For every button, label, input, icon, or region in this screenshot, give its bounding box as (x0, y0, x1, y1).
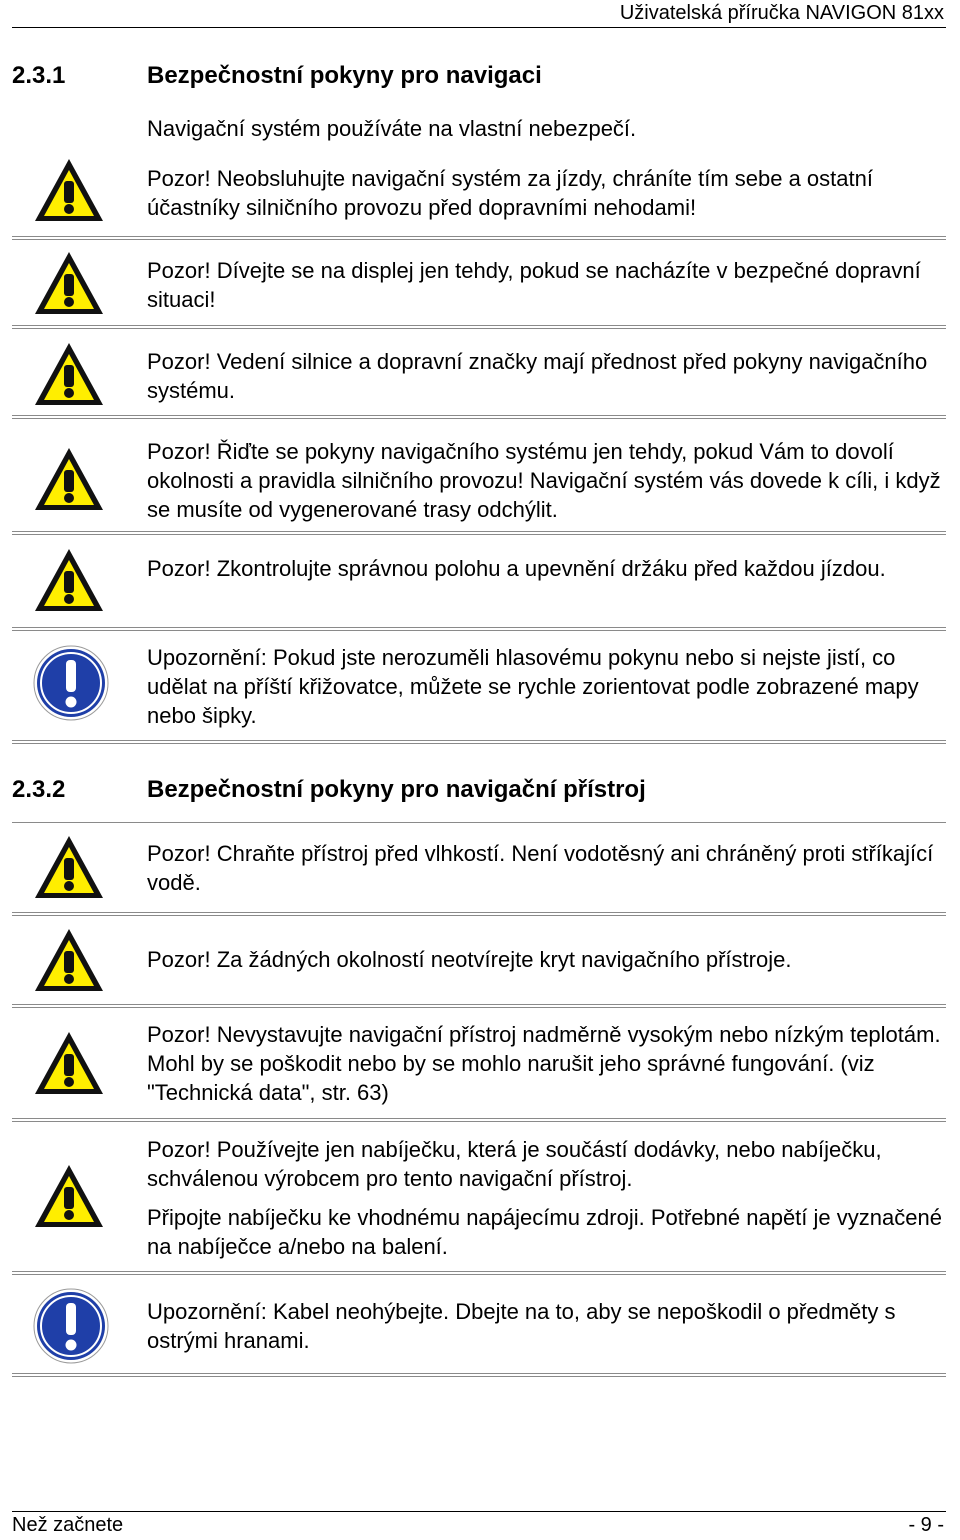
warning-triangle-icon (33, 927, 105, 993)
safety-item (147, 1135, 947, 1261)
item-text: Vedení silnice a dopravní značky mají přednost před pokyny navigačního systému. (147, 349, 928, 403)
item-lead: Pozor! (147, 439, 211, 464)
item-text: Nevystavujte navigační přístroj nadměrně vysokým nebo nízkým teplotám. Mohl by se poškodit nebo by se mohlo narušit jeho správné fungování. (viz "Technická data", str. 63) (147, 1022, 941, 1105)
header-rule (12, 27, 946, 28)
item-separator (12, 1271, 946, 1275)
footer-chapter: Než začnete (12, 1514, 124, 1536)
item-text: Za žádných okolností neotvírejte kryt navigačního přístroje. (210, 947, 792, 972)
item-separator (12, 1004, 946, 1008)
item-extra-text: Připojte nabíječku ke vhodnému napájecímu zdroji. Potřebné napětí je vyznačené na nabíječce a/nebo na balení. (147, 1205, 942, 1259)
note-text: Pokud jste nerozuměli hlasovému pokynu nebo si nejste jistí, co udělat na příští křižovatce, můžete se rychle zorientovat podle zobrazené mapy nebo šipky. (147, 645, 919, 728)
safety-item (147, 1020, 947, 1107)
section-rule (12, 822, 946, 823)
section-heading-2-3-2 (12, 776, 646, 804)
item-separator (12, 912, 946, 916)
info-exclamation-icon (33, 1288, 105, 1364)
item-text: Chraňte přístroj před vlhkostí. Není vodotěsný ani chráněný proti stříkající vodě. (147, 841, 934, 895)
safety-item (147, 554, 947, 583)
item-text: Řiďte se pokyny navigačního systému jen tehdy, pokud Vám to dovolí okolnosti a pravidla silničního provozu! Navigační systém vás dovede k cíli, i když se musíte od vygenerované trasy odchýlit. (147, 439, 941, 522)
footer-rule (12, 1511, 946, 1512)
item-lead: Pozor! (147, 947, 211, 972)
info-exclamation-icon (33, 645, 105, 721)
note-lead: Upozornění: (147, 645, 267, 670)
item-lead: Pozor! (147, 1137, 211, 1162)
warning-triangle-icon (33, 446, 105, 512)
item-separator (12, 325, 946, 329)
note-text: Kabel neohýbejte. Dbejte na to, aby se nepoškodil o předměty s ostrými hranami. (147, 1299, 896, 1353)
safety-note (147, 1297, 947, 1355)
warning-triangle-icon (33, 157, 105, 223)
warning-triangle-icon (33, 1163, 105, 1229)
section-title: Bezpečnostní pokyny pro navigační přístroj (147, 776, 646, 803)
intro-text: Navigační systém používáte na vlastní nebezpečí. (147, 116, 637, 141)
warning-triangle-icon (33, 250, 105, 316)
item-text: Používejte jen nabíječku, která je součástí dodávky, nebo nabíječku, schválenou výrobcem pro tento navigační přístroj. (147, 1137, 882, 1191)
item-text: Neobsluhujte navigační systém za jízdy, chráníte tím sebe a ostatní účastníky silničního provozu před dopravními nehodami! (147, 166, 873, 220)
safety-item (147, 437, 947, 524)
item-separator (12, 1373, 946, 1377)
item-separator (12, 415, 946, 419)
item-separator (12, 627, 946, 631)
warning-triangle-icon (33, 1030, 105, 1096)
note-lead: Upozornění: (147, 1299, 267, 1324)
item-text: Zkontrolujte správnou polohu a upevnění držáku před každou jízdou. (210, 556, 886, 581)
item-separator (12, 740, 946, 744)
item-separator (12, 1118, 946, 1122)
item-separator (12, 236, 946, 240)
warning-triangle-icon (33, 547, 105, 613)
section-intro (147, 114, 947, 143)
section-heading-2-3-1 (12, 62, 542, 90)
document-header-title: Uživatelská příručka NAVIGON 81xx (619, 2, 944, 24)
item-separator (12, 531, 946, 535)
page-number: - 9 - (908, 1514, 944, 1536)
item-lead: Pozor! (147, 1022, 211, 1047)
item-text: Dívejte se na displej jen tehdy, pokud se nacházíte v bezpečné dopravní situaci! (147, 258, 921, 312)
safety-note (147, 643, 947, 730)
safety-item (147, 347, 947, 405)
safety-item (147, 839, 947, 897)
item-lead: Pozor! (147, 349, 211, 374)
section-number: 2.3.2 (12, 776, 66, 803)
section-title: Bezpečnostní pokyny pro navigaci (147, 62, 542, 89)
item-lead: Pozor! (147, 556, 211, 581)
safety-item (147, 256, 947, 314)
warning-triangle-icon (33, 834, 105, 900)
item-lead: Pozor! (147, 166, 211, 191)
safety-item (147, 945, 947, 974)
safety-item (147, 164, 947, 222)
warning-triangle-icon (33, 341, 105, 407)
item-lead: Pozor! (147, 258, 211, 283)
section-number: 2.3.1 (12, 62, 66, 89)
item-lead: Pozor! (147, 841, 211, 866)
